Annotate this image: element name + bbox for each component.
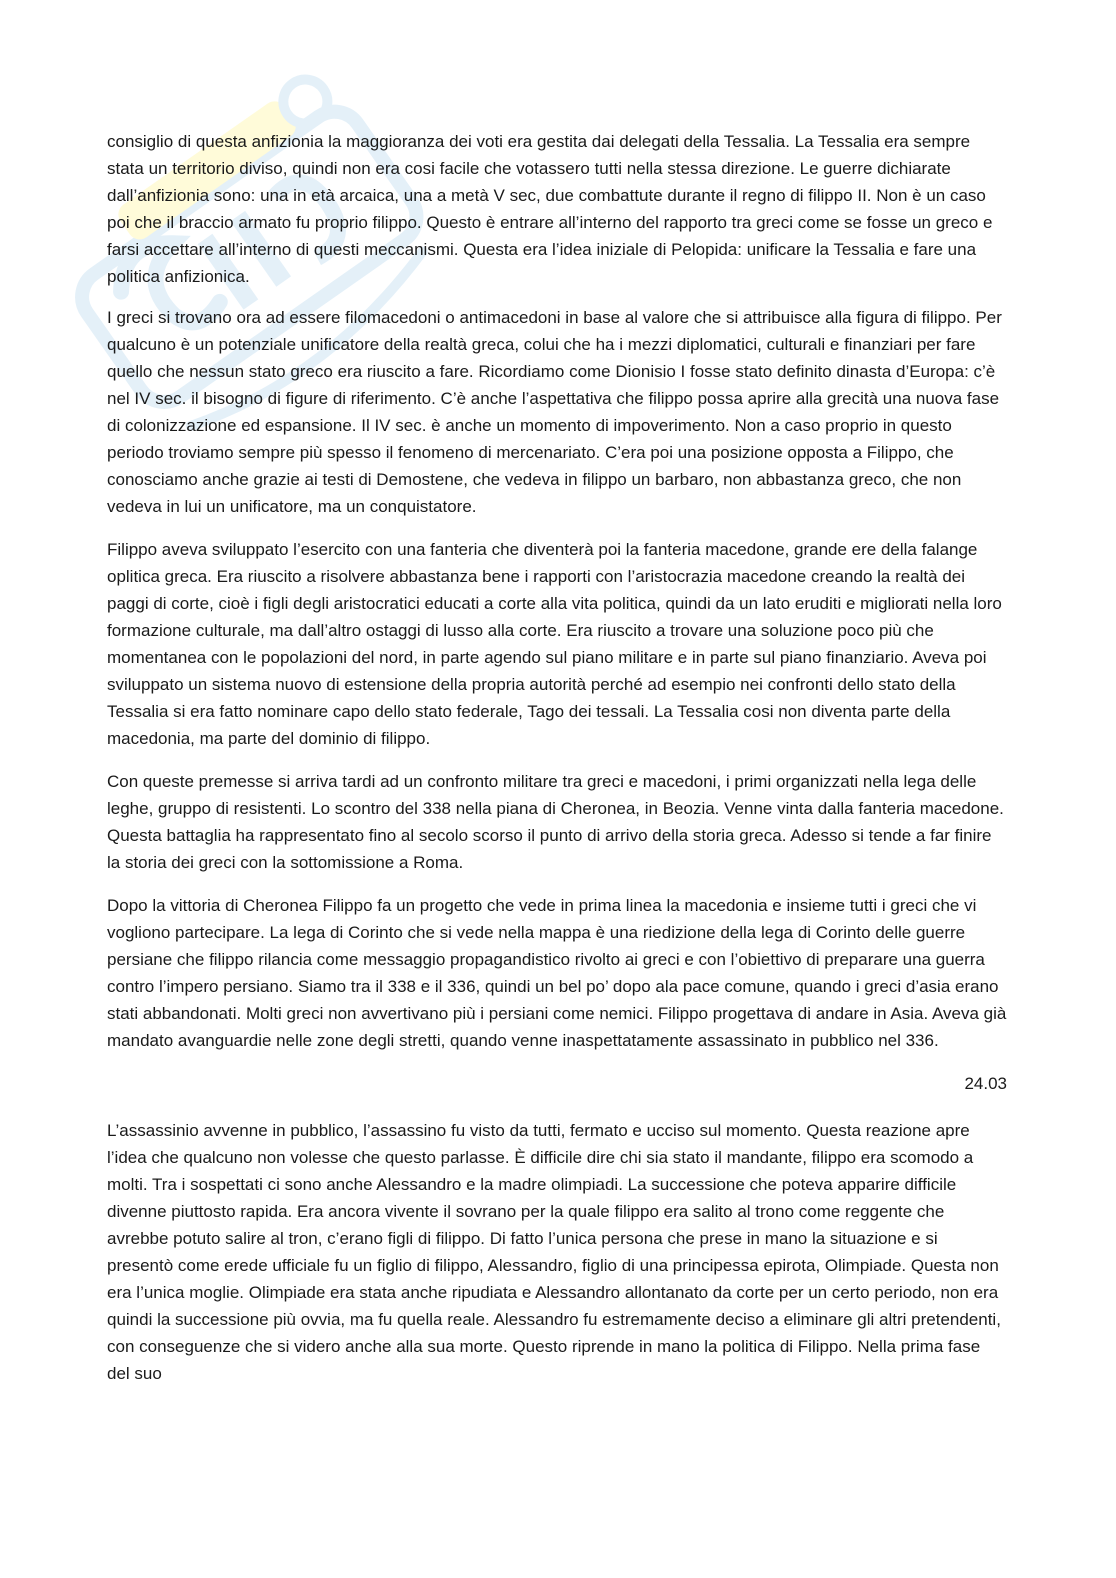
- document-page: [107, 128, 1007, 1403]
- paragraph-lega-corinto: Dopo la vittoria di Cheronea Filippo fa un progetto che vede in prima linea la macedonia e insieme tutti i greci che vi vogliono partecipare. La lega di Corinto che si vede nella mappa è una riedizione della lega di Corinto delle guerre persiane che filippo rilancia come messaggio propagandistico rivolto ai greci e con l’obiettivo di preparare una guerra contro l’impero persiano. Siamo tra il 338 e il 336, quindi un bel po’ dopo ala pace comune, quando i greci d’asia erano stati abbandonati. Molti greci non avvertivano più i persiani come nemici. Filippo progettava di andare in Asia. Aveva già mandato avanguardie nelle zone degli stretti, quando venne inaspettatamente assassinato in pubblico nel 336.: [107, 896, 1007, 1050]
- paragraph-cheronea: Con queste premesse si arriva tardi ad un confronto militare tra greci e macedoni, i primi organizzati nella lega delle leghe, gruppo di resistenti. Lo scontro del 338 nella piana di Cheronea, in Beozia. Venne vinta dalla fanteria macedone. Questa battaglia ha rappresentato fino al secolo scorso il punto di arrivo della storia greca. Adesso si tende a far finire la storia dei greci con la sottomissione a Roma.: [107, 772, 1004, 872]
- paragraph-assassinio: L’assassinio avvenne in pubblico, l’assassino fu visto da tutti, fermato e ucciso sul momento. Questa reazione apre l’idea che qualcuno non volesse che questo parlasse. È difficile dire chi sia stato il mandante, filippo era scomodo a molti. Tra i sospettati ci sono anche Alessandro e la madre olimpiadi. La successione che poteva apparire difficile divenne piuttosto rapida. Era ancora vivente il sovrano per la quale filippo era salito al trono come reggente che avrebbe potuto salire al tron, c’erano figli di filippo. Di fatto l’unica persona che prese in mano la situazione e si presentò come erede ufficiale fu un figlio di filippo, Alessandro, figlio di una principessa epirota, Olimpiade. Questa non era l’unica moglie. Olimpiade era stata anche ripudiata e Alessandro allontanato da corte per un certo periodo, non era quindi la successione più ovvia, ma fu quella reale. Alessandro fu estremamente deciso a eliminare gli altri pretendenti, con conseguenze che si videro anche alla sua morte. Questo riprende in mano la politica di Filippo. Nella prima fase del suo: [107, 1121, 1001, 1383]
- paragraph-filomacedoni: I greci si trovano ora ad essere filomacedoni o antimacedoni in base al valore che si attribuisce alla figura di filippo. Per qualcuno è un potenziale unificatore della realtà greca, colui che ha i mezzi diplomatici, culturali e finanziari per fare quello che nessun stato greco era riuscito a fare. Ricordiamo come Dionisio I fosse stato definito dinasta d’Europa: c’è nel IV sec. il bisogno di figure di riferimento. C’è anche l’aspettativa che filippo possa aprire alla grecità una nuova fase di colonizzazione ed espansione. Il IV sec. è anche un momento di impoverimento. Non a caso proprio in questo periodo troviamo sempre più spesso il fenomeno di mercenariato. C’era poi una posizione opposta a Filippo, che conosciamo anche grazie ai testi di Demostene, che vedeva in filippo un barbaro, non abbastanza greco, che non vedeva in lui un unificatore, ma un conquistatore.: [107, 308, 1002, 516]
- date-marker: 24.03: [964, 1074, 1007, 1093]
- paragraph-esercito: Filippo aveva sviluppato l’esercito con una fanteria che diventerà poi la fanteria macedone, grande ere della falange oplitica greca. Era riuscito a risolvere abbastanza bene i rapporti con l’aristocrazia macedone creando la realtà dei paggi di corte, cioè i figli degli aristocratici educati a corte alla vita politica, quindi da un lato eruditi e migliorati nella loro formazione culturale, ma dall’altro ostaggi di lusso alla corte. Era riuscito a trovare una soluzione poco più che momentanea con le popolazioni del nord, in parte agendo sul piano militare e in parte sul piano finanziario. Aveva poi sviluppato un sistema nuovo di estensione della propria autorità perché ad esempio nei confronti dello stato della Tessalia si era fatto nominare capo dello stato federale, Tago dei tessali. La Tessalia cosi non diventa parte della macedonia, ma parte del dominio di filippo.: [107, 540, 1002, 748]
- paragraph-anfizionia: consiglio di questa anfizionia la maggioranza dei voti era gestita dai delegati della Tessalia. La Tessalia era sempre stata un territorio diviso, quindi non era cosi facile che votassero tutti nella stessa direzione. Le guerre dichiarate dall’anfizionia sono: una in età arcaica, una a metà V sec, due combattute durante il regno di filippo II. Non è un caso poi che il braccio armato fu proprio filippo. Questo è entrare all’interno del rapporto tra greci come se fosse un greco e farsi accettare all’interno di questi meccanismi. Questa era l’idea iniziale di Pelopida: unificare la Tessalia e fare una politica anfizionica.: [107, 132, 993, 286]
